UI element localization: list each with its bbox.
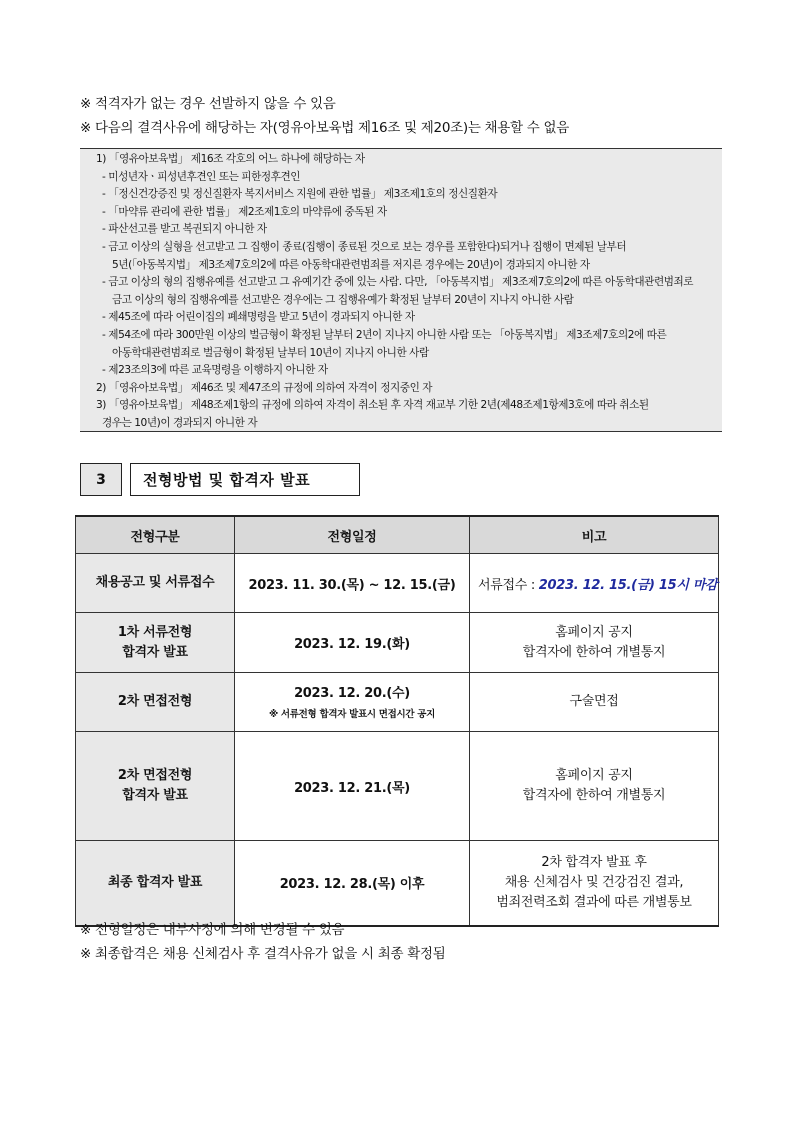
remark-text: 채용 신체검사 및 건강검진 결과, (504, 874, 684, 890)
disq-line: 금고 이상의 형의 집행유예를 선고받은 경우에는 그 집행유예가 확정된 날부터 20년이 지나지 아니한 사람 (112, 293, 574, 306)
disq-line: - 「정신건강증진 및 정신질환자 복지서비스 지원에 관한 법률」 제3조제1호의 정신질환자 (102, 188, 498, 201)
date-cell (235, 554, 470, 613)
remark-text: 홈페이지 공지 (555, 768, 633, 783)
disq-line: - 제45조에 따라 어린이집의 폐쇄명령을 받고 5년이 경과되지 아니한 자 (102, 311, 415, 324)
disq-line: 아동학대관련범죄로 벌금형이 확정된 날부터 10년이 지나지 아니한 사람 (112, 346, 429, 359)
header-stage: 전형구분 (76, 516, 235, 554)
stage-text: 합격자 발표 (122, 644, 188, 660)
header-date: 전형일정 (235, 516, 470, 554)
table-row (76, 554, 719, 613)
disq-line: - 금고 이상의 실형을 선고받고 그 집행이 종료(집행이 종료된 것으로 보는 경우를 포함한다)되거나 집행이 면제된 날부터 (102, 240, 627, 253)
remark-text: 범죄전력조회 결과에 따른 개별통보 (496, 894, 692, 910)
stage-cell (76, 732, 235, 841)
note-disqualification: ※ 다음의 결격사유에 해당하는 자(영유아보육법 제16조 및 제20조)는 채용할 수 없음 (80, 120, 569, 136)
stage-text: 2차 면접전형 (117, 694, 193, 709)
stage-text: 합격자 발표 (122, 788, 188, 803)
date-cell (235, 613, 470, 673)
footnote-final-confirm: ※ 최종합격은 채용 신체검사 후 결격사유가 없을 시 최종 확정됨 (80, 946, 446, 962)
disq-line: - 「마약류 관리에 관한 법률」 제2조제1호의 마약류에 중독된 자 (102, 205, 387, 218)
stage-text: 1차 서류전형 (117, 624, 193, 640)
disq-line: 5년(「아동복지법」 제3조제7호의2에 따른 아동학대관련범죄를 저지른 경우에는 20년)이 경과되지 아니한 자 (112, 258, 590, 271)
stage-cell (76, 673, 235, 732)
disq-line: - 미성년자ㆍ피성년후견인 또는 피한정후견인 (102, 170, 301, 183)
header-remark: 비고 (470, 516, 719, 554)
date-cell (235, 841, 470, 926)
deadline-highlight: 2023. 12. 15.(금) 15시 마감 (538, 577, 718, 593)
disqualification-box (80, 148, 722, 432)
table-row (76, 841, 719, 926)
footnote-schedule-change: ※ 전형일정은 내부사정에 의해 변경될 수 있음 (80, 922, 345, 938)
table-row (76, 613, 719, 673)
remark-prefix: 서류접수 : (478, 577, 539, 593)
date-text: 2023. 12. 19.(화) (294, 637, 410, 652)
date-text: 2023. 12. 21.(목) (294, 780, 410, 796)
date-text: 2023. 11. 30.(목) ~ 12. 15.(금) (248, 577, 456, 593)
remark-cell (470, 841, 719, 926)
disq-line: 3) 「영유아보육법」 제48조제1항의 규정에 의하여 자격이 취소된 후 자격 재교부 기한 2년(제48조제1항제3호에 따라 취소된 (96, 399, 649, 412)
date-text: 2023. 12. 20.(수) (294, 686, 410, 701)
disq-line: - 파산선고를 받고 복권되지 아니한 자 (102, 223, 267, 236)
table-header-row (76, 516, 719, 554)
stage-cell (76, 841, 235, 926)
remark-text: 합격자에 한하여 개별통지 (522, 788, 666, 803)
section-title: 전형방법 및 합격자 발표 (130, 463, 360, 496)
stage-text: 최종 합격자 발표 (107, 874, 203, 890)
schedule-table (75, 515, 719, 927)
remark-text: 합격자에 한하여 개별통지 (522, 644, 666, 660)
stage-cell (76, 554, 235, 613)
table-row (76, 732, 719, 841)
remark-cell (470, 613, 719, 673)
date-cell (235, 732, 470, 841)
disq-line: 경우는 10년)이 경과되지 아니한 자 (102, 416, 258, 429)
remark-text: 구술면접 (569, 694, 619, 709)
disq-line: - 제54조에 따라 300만원 이상의 벌금형이 확정된 날부터 2년이 지나지 아니한 사람 또는 「아동복지법」 제3조제7호의2에 따른 (102, 328, 667, 341)
stage-cell (76, 613, 235, 673)
date-note: ※ 서류전형 합격자 발표시 면접시간 공지 (268, 709, 435, 720)
remark-cell (470, 732, 719, 841)
date-text: 2023. 12. 28.(목) 이후 (279, 877, 425, 893)
remark-cell (470, 554, 719, 613)
remark-text: 홈페이지 공지 (555, 624, 633, 640)
note-no-qualified: ※ 적격자가 없는 경우 선발하지 않을 수 있음 (80, 96, 336, 112)
disq-line: 2) 「영유아보육법」 제46조 및 제47조의 규정에 의하여 자격이 정지중인 자 (96, 381, 433, 394)
table-row (76, 673, 719, 732)
stage-text: 2차 면접전형 (117, 768, 193, 783)
stage-text: 채용공고 및 서류접수 (95, 575, 215, 590)
disq-line: - 제23조의3에 따른 교육명령을 이행하지 아니한 자 (102, 364, 328, 377)
date-cell (235, 673, 470, 732)
disq-line: - 금고 이상의 형의 집행유예를 선고받고 그 유예기간 중에 있는 사람. 다만, 「아동복지법」 제3조제7호의2에 따른 아동학대관련범죄로 (102, 276, 694, 289)
remark-text: 2차 합격자 발표 후 (541, 854, 647, 870)
disq-line: 1) 「영유아보육법」 제16조 각호의 어느 하나에 해당하는 자 (96, 153, 365, 165)
section-number: 3 (80, 463, 122, 496)
remark-cell (470, 673, 719, 732)
